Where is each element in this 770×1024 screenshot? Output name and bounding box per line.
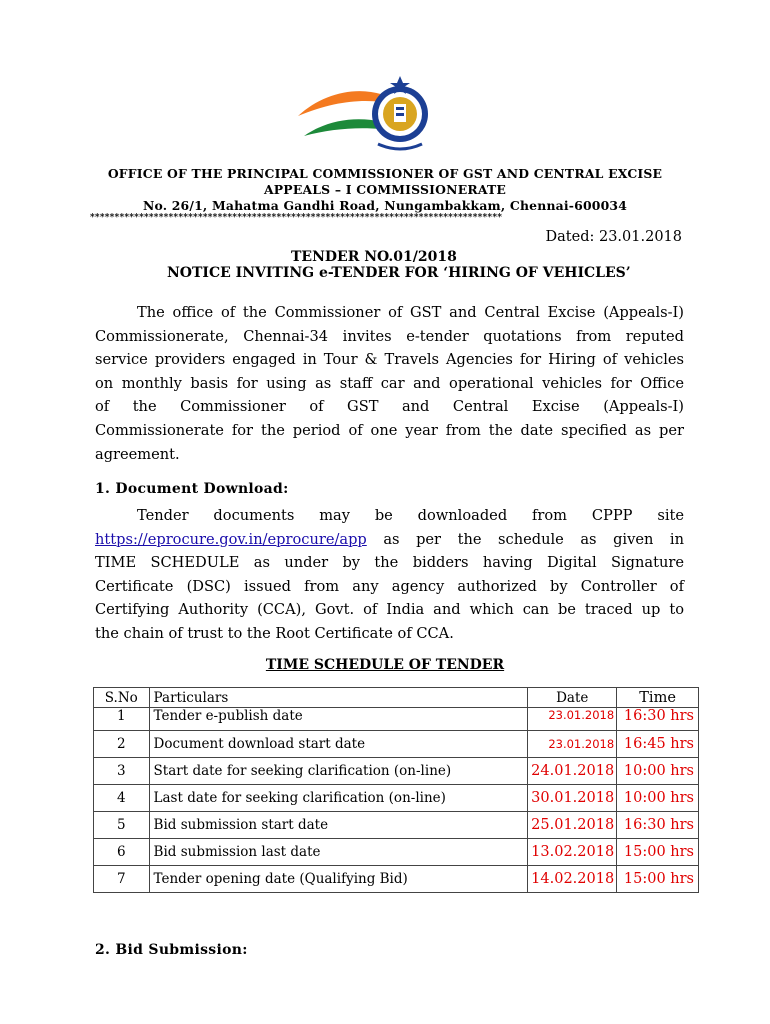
row-date: 25.01.2018 <box>528 812 617 839</box>
section-1-line: Certificate (DSC) issued from any agency authorized by Controller of <box>95 577 684 595</box>
eprocure-link[interactable]: https://eprocure.gov.in/eprocure/app <box>95 530 367 548</box>
schedule-title: TIME SCHEDULE OF TENDER <box>265 657 505 673</box>
section-1-line-rest: as per the schedule as given in <box>366 530 684 548</box>
row-time: 15:00 hrs <box>617 866 699 893</box>
row-sno: 5 <box>94 812 150 839</box>
table-row <box>94 839 699 866</box>
row-sno: 3 <box>94 758 150 785</box>
intro-line: Commissionerate, Chennai-34 invites e-tender quotations from reputed <box>95 327 684 345</box>
section-1-line-link <box>95 528 684 552</box>
row-date: 24.01.2018 <box>528 758 617 785</box>
row-date: 23.01.2018 <box>528 731 617 758</box>
table-row <box>94 758 699 785</box>
table-header-row <box>94 688 699 708</box>
row-particulars: Tender opening date (Qualifying Bid) <box>149 866 528 893</box>
office-name-line: OFFICE OF THE PRINCIPAL COMMISSIONER OF GST AND CENTRAL EXCISE <box>107 166 663 181</box>
row-sno: 6 <box>94 839 150 866</box>
header-sno: S.No <box>94 688 150 708</box>
section-2-heading: 2. Bid Submission: <box>95 942 248 958</box>
header-particulars: Particulars <box>149 688 528 708</box>
section-1-line: Tender documents may be downloaded from CPPP site <box>137 507 684 524</box>
table-row <box>94 785 699 812</box>
row-particulars: Document download start date <box>149 731 528 758</box>
row-date: 30.01.2018 <box>528 785 617 812</box>
table-row <box>94 731 699 758</box>
section-1-line: Certifying Authority (CCA), Govt. of India and which can be traced up to <box>95 601 684 619</box>
row-time: 16:30 hrs <box>617 812 699 839</box>
header-time: Time <box>617 688 699 708</box>
intro-line: service providers engaged in Tour & Travels Agencies for Hiring of vehicles <box>95 351 684 369</box>
section-1-heading: 1. Document Download: <box>95 481 289 497</box>
row-time: 16:30 hrs <box>617 708 699 731</box>
row-particulars: Tender e-publish date <box>149 708 528 731</box>
row-time: 16:45 hrs <box>617 731 699 758</box>
star-divider: ************************************************************************************ <box>90 213 503 223</box>
cbic-emblem-logo <box>290 74 480 166</box>
row-date: 23.01.2018 <box>528 708 617 731</box>
table-row <box>94 812 699 839</box>
row-time: 15:00 hrs <box>617 839 699 866</box>
row-date: 14.02.2018 <box>528 866 617 893</box>
notice-title: NOTICE INVITING e-TENDER FOR ‘HIRING OF VEHICLES’ <box>167 265 631 281</box>
intro-paragraph <box>95 301 684 466</box>
row-sno: 1 <box>94 708 150 731</box>
commissionerate-line: APPEALS – I COMMISSIONERATE <box>263 182 507 197</box>
address-line: No. 26/1, Mahatma Gandhi Road, Nungambakkam, Chennai-600034 <box>142 198 628 213</box>
row-time: 10:00 hrs <box>617 785 699 812</box>
intro-line: agreement. <box>95 445 180 463</box>
intro-line: on monthly basis for using as staff car and operational vehicles for Office <box>95 374 684 392</box>
row-particulars: Start date for seeking clarification (on-line) <box>149 758 528 785</box>
dated-label: Dated: 23.01.2018 <box>545 229 682 245</box>
row-sno: 7 <box>94 866 150 893</box>
table-row <box>94 866 699 893</box>
row-sno: 2 <box>94 731 150 758</box>
intro-line: of the Commissioner of GST and Central Excise (Appeals-I) <box>95 398 684 416</box>
row-time: 10:00 hrs <box>617 758 699 785</box>
row-particulars: Bid submission last date <box>149 839 528 866</box>
tender-number: TENDER NO.01/2018 <box>291 249 457 265</box>
intro-line: The office of the Commissioner of GST and Central Excise (Appeals-I) <box>137 304 684 321</box>
header-date: Date <box>528 688 617 708</box>
row-date: 13.02.2018 <box>528 839 617 866</box>
row-sno: 4 <box>94 785 150 812</box>
intro-line: Commissionerate for the period of one year from the date specified as per <box>95 421 684 439</box>
row-particulars: Last date for seeking clarification (on-line) <box>149 785 528 812</box>
schedule-table <box>93 687 699 893</box>
section-1-line: the chain of trust to the Root Certificate of CCA. <box>95 624 454 642</box>
section-1-line: TIME SCHEDULE as under by the bidders having Digital Signature <box>95 554 684 572</box>
table-row <box>94 708 699 731</box>
row-particulars: Bid submission start date <box>149 812 528 839</box>
section-1-paragraph <box>95 504 684 646</box>
